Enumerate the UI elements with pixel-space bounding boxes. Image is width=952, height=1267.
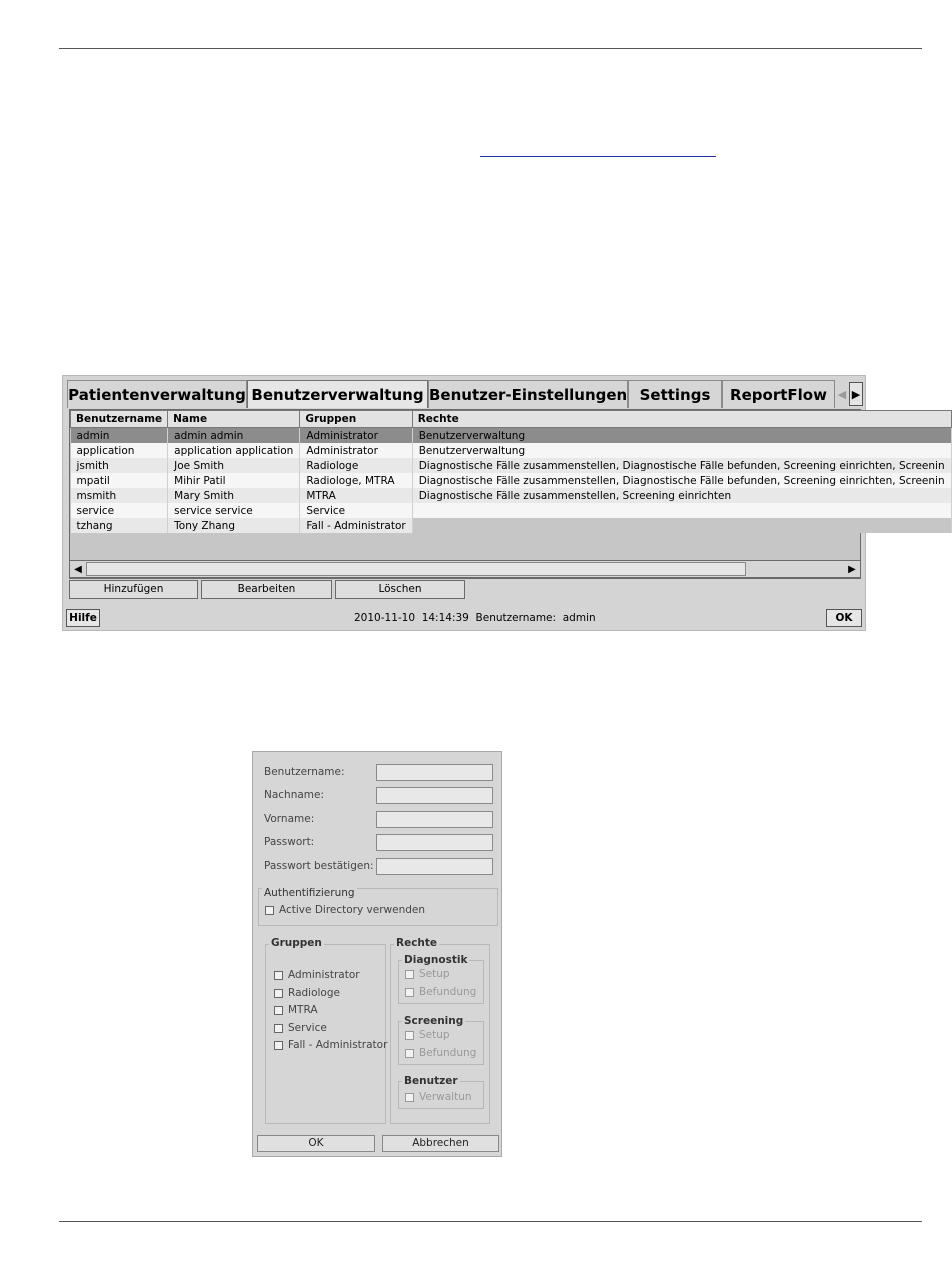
group-label: Service xyxy=(288,1022,327,1034)
group-label: MTRA xyxy=(288,1004,318,1016)
group-label: Fall - Administrator xyxy=(288,1039,388,1051)
tab-settings[interactable]: Settings xyxy=(628,380,722,408)
cell-groups: MTRA xyxy=(300,488,412,503)
checkbox-box xyxy=(405,1093,414,1102)
table-row[interactable] xyxy=(71,428,952,444)
cell-rights: Diagnostische Fälle zusammenstellen, Screening einrichten xyxy=(412,488,951,503)
cell-rights xyxy=(412,503,951,518)
top-rule xyxy=(59,48,922,49)
checkbox-box xyxy=(274,1024,283,1033)
cell-username: jsmith xyxy=(71,458,168,473)
horizontal-scrollbar[interactable] xyxy=(69,560,861,578)
diagnostik-setup-checkbox[interactable] xyxy=(405,968,450,980)
bottom-rule xyxy=(59,1221,922,1222)
benutzer-title: Benutzer xyxy=(404,1075,458,1087)
cell-username: admin xyxy=(71,428,168,444)
cell-username: application xyxy=(71,443,168,458)
table-row[interactable] xyxy=(71,488,952,503)
tab-scroll-controls xyxy=(835,380,863,408)
tab-reportflow[interactable]: ReportFlow xyxy=(722,380,835,408)
cell-groups: Fall - Administrator xyxy=(300,518,412,533)
table-row[interactable] xyxy=(71,443,952,458)
cell-name: admin admin xyxy=(168,428,300,444)
firstname-input[interactable] xyxy=(376,811,493,828)
cell-groups: Radiologe, MTRA xyxy=(300,473,412,488)
right-label: Verwaltun xyxy=(419,1091,472,1103)
add-button[interactable]: Hinzufügen xyxy=(69,580,198,599)
group-checkbox-radiologe[interactable] xyxy=(274,987,340,999)
add-user-dialog xyxy=(252,751,502,1157)
cell-name: service service xyxy=(168,503,300,518)
scrollbar-thumb[interactable] xyxy=(86,562,746,576)
cell-rights xyxy=(412,518,951,533)
table-row[interactable] xyxy=(71,458,952,473)
cell-groups: Administrator xyxy=(300,443,412,458)
lastname-label: Nachname: xyxy=(264,789,325,801)
cell-groups: Radiologe xyxy=(300,458,412,473)
action-button-row xyxy=(69,580,465,599)
lastname-input[interactable] xyxy=(376,787,493,804)
tab-benutzer-einstellungen[interactable]: Benutzer-Einstellungen xyxy=(428,380,628,408)
cell-rights: Benutzerverwaltung xyxy=(412,443,951,458)
diagnostik-befundung-checkbox[interactable] xyxy=(405,986,476,998)
checkbox-box xyxy=(274,1006,283,1015)
benutzer-group xyxy=(398,1075,484,1109)
status-datetime: 2010-11-10 14:14:39 xyxy=(354,612,469,624)
users-table-area xyxy=(69,409,945,579)
checkbox-box xyxy=(274,989,283,998)
benutzer-verwaltung-checkbox[interactable] xyxy=(405,1091,472,1103)
help-button[interactable]: Hilfe xyxy=(66,609,100,627)
group-checkbox-fall-administrator[interactable] xyxy=(274,1039,387,1051)
edit-button[interactable]: Bearbeiten xyxy=(201,580,332,599)
password-label: Passwort: xyxy=(264,836,315,848)
group-checkbox-mtra[interactable] xyxy=(274,1004,318,1016)
username-input[interactable] xyxy=(376,764,493,781)
ok-button[interactable]: OK xyxy=(826,609,862,627)
cell-username: msmith xyxy=(71,488,168,503)
checkbox-box xyxy=(274,971,283,980)
status-bar xyxy=(66,607,862,629)
tab-scroll-right-icon[interactable]: ▶ xyxy=(849,382,863,406)
dialog-cancel-button[interactable]: Abbrechen xyxy=(382,1135,499,1152)
hyperlink-underline[interactable] xyxy=(480,156,716,157)
tab-patientenverwaltung[interactable]: Patientenverwaltung xyxy=(67,380,247,408)
checkbox-box xyxy=(405,1031,414,1040)
checkbox-box xyxy=(405,1049,414,1058)
right-label: Befundung xyxy=(419,986,477,998)
table-row[interactable] xyxy=(71,473,952,488)
delete-button[interactable]: Löschen xyxy=(335,580,465,599)
tab-scroll-left-icon[interactable]: ◀ xyxy=(837,387,847,401)
password-confirm-label: Passwort bestätigen: xyxy=(264,860,374,872)
checkbox-box xyxy=(405,988,414,997)
group-checkbox-administrator[interactable] xyxy=(274,969,360,981)
active-directory-label: Active Directory verwenden xyxy=(279,904,426,916)
diagnostik-group xyxy=(398,954,484,1004)
screening-befundung-checkbox[interactable] xyxy=(405,1047,476,1059)
authentication-group xyxy=(258,888,498,926)
cell-name: application application xyxy=(168,443,300,458)
checkbox-box xyxy=(274,1041,283,1050)
column-header-name[interactable]: Name xyxy=(168,411,300,428)
checkbox-box xyxy=(265,906,274,915)
column-header-rechte[interactable]: Rechte xyxy=(412,411,951,428)
cell-name: Tony Zhang xyxy=(168,518,300,533)
tab-benutzerverwaltung[interactable]: Benutzerverwaltung xyxy=(247,380,428,408)
rights-group xyxy=(390,937,490,1124)
scroll-right-icon[interactable]: ▶ xyxy=(848,563,856,575)
authentication-title: Authentifizierung xyxy=(264,887,355,899)
group-label: Administrator xyxy=(288,969,360,981)
screening-group xyxy=(398,1015,484,1065)
password-confirm-input[interactable] xyxy=(376,858,493,875)
diagnostik-title: Diagnostik xyxy=(404,954,468,966)
right-label: Setup xyxy=(419,1029,450,1041)
password-input[interactable] xyxy=(376,834,493,851)
active-directory-checkbox[interactable] xyxy=(265,904,425,916)
table-row[interactable] xyxy=(71,518,952,533)
firstname-label: Vorname: xyxy=(264,813,315,825)
tab-bar xyxy=(67,380,863,408)
groups-group xyxy=(265,937,388,1124)
status-user-label: Benutzername: xyxy=(475,612,557,624)
cell-rights: Diagnostische Fälle zusammenstellen, Diagnostische Fälle befunden, Screening einrichten, Screenin xyxy=(412,473,951,488)
rights-title: Rechte xyxy=(396,937,438,949)
scroll-left-icon[interactable]: ◀ xyxy=(74,563,82,575)
cell-username: tzhang xyxy=(71,518,168,533)
cell-groups: Service xyxy=(300,503,412,518)
screening-setup-checkbox[interactable] xyxy=(405,1029,450,1041)
column-header-benutzername[interactable]: Benutzername xyxy=(71,411,168,428)
right-label: Setup xyxy=(419,968,450,980)
users-table xyxy=(70,410,952,533)
group-label: Radiologe xyxy=(288,987,340,999)
table-header-row xyxy=(71,411,952,428)
cell-name: Mihir Patil xyxy=(168,473,300,488)
table-row[interactable] xyxy=(71,503,952,518)
cell-rights: Diagnostische Fälle zusammenstellen, Diagnostische Fälle befunden, Screening einrichten, Screenin xyxy=(412,458,951,473)
cell-rights: Benutzerverwaltung xyxy=(412,428,951,444)
cell-name: Joe Smith xyxy=(168,458,300,473)
column-header-gruppen[interactable]: Gruppen xyxy=(300,411,412,428)
groups-title: Gruppen xyxy=(271,937,322,949)
checkbox-box xyxy=(405,970,414,979)
cell-name: Mary Smith xyxy=(168,488,300,503)
status-user-value: admin xyxy=(562,612,596,624)
status-text xyxy=(354,612,596,624)
user-management-window xyxy=(62,375,945,631)
dialog-ok-button[interactable]: OK xyxy=(257,1135,375,1152)
group-checkbox-service[interactable] xyxy=(274,1022,327,1034)
screening-title: Screening xyxy=(404,1015,464,1027)
cell-username: service xyxy=(71,503,168,518)
cell-groups: Administrator xyxy=(300,428,412,444)
cell-username: mpatil xyxy=(71,473,168,488)
right-label: Befundung xyxy=(419,1047,477,1059)
username-label: Benutzername: xyxy=(264,766,345,778)
